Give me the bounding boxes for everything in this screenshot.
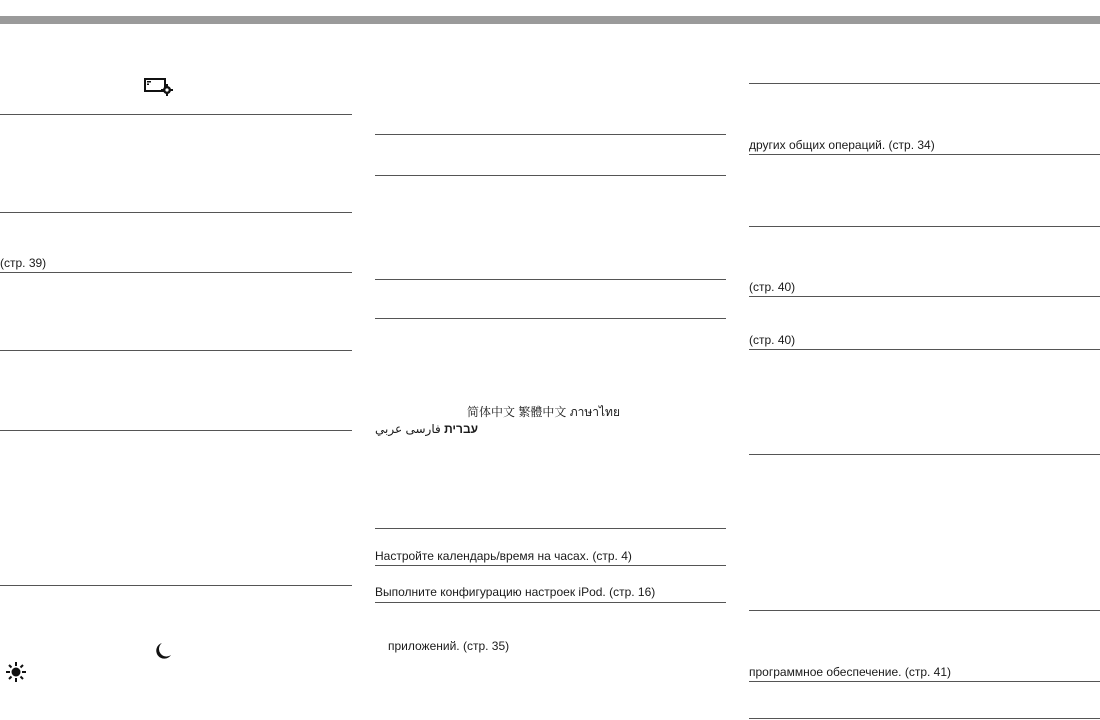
- sun-icon: [5, 661, 27, 683]
- col3-rule: [749, 610, 1100, 611]
- col2-rule: [375, 318, 726, 319]
- calendar-time-ref: Настройте календарь/время на часах. (стр. 4): [375, 549, 632, 563]
- lang-persian: فارسی: [405, 422, 441, 436]
- settings-display-icon: [144, 77, 174, 97]
- col2-rule: [375, 602, 726, 603]
- language-list-row-1: [467, 405, 620, 420]
- col1-rule: [0, 430, 352, 431]
- col2-rule: [375, 565, 726, 566]
- col2-rule: [375, 279, 726, 280]
- col1-rule: [0, 212, 352, 213]
- col2-rule: [375, 134, 726, 135]
- col1-rule: [0, 585, 352, 586]
- ref-page-40: (стр. 40): [749, 333, 796, 347]
- col3-rule: [749, 718, 1100, 719]
- apps-ref: приложений. (стр. 35): [388, 639, 510, 653]
- other-ops-ref: других общих операций. (стр. 34): [749, 138, 935, 152]
- software-ref: программное обеспечение. (стр. 41): [749, 665, 952, 679]
- lang-arabic: عربي: [375, 422, 403, 436]
- col2-rule: [375, 528, 726, 529]
- col3-rule: [749, 349, 1100, 350]
- lang-thai: ภาษาไทย: [569, 405, 620, 419]
- ref-page-40: (стр. 40): [749, 280, 796, 294]
- lang-chinese-simplified: 简体中文: [467, 405, 516, 419]
- moon-icon: [156, 642, 172, 660]
- col1-rule: [0, 114, 352, 115]
- lang-hebrew: עברית: [444, 422, 479, 436]
- col1-rule: [0, 272, 352, 273]
- col3-rule: [749, 454, 1100, 455]
- ref-page-39: (стр. 39): [0, 256, 47, 270]
- col3-rule: [749, 154, 1100, 155]
- section-header-bar: [0, 16, 1100, 24]
- col3-rule: [749, 226, 1100, 227]
- col2-rule: [375, 175, 726, 176]
- col3-rule: [749, 83, 1100, 84]
- ipod-config-ref: Выполните конфигурацию настроек iPod. (стр. 16): [375, 585, 656, 599]
- col1-rule: [0, 350, 352, 351]
- lang-chinese-traditional: 繁體中文: [518, 405, 567, 419]
- col3-rule: [749, 296, 1100, 297]
- col3-rule: [749, 681, 1100, 682]
- language-list-row-2: [375, 422, 478, 437]
